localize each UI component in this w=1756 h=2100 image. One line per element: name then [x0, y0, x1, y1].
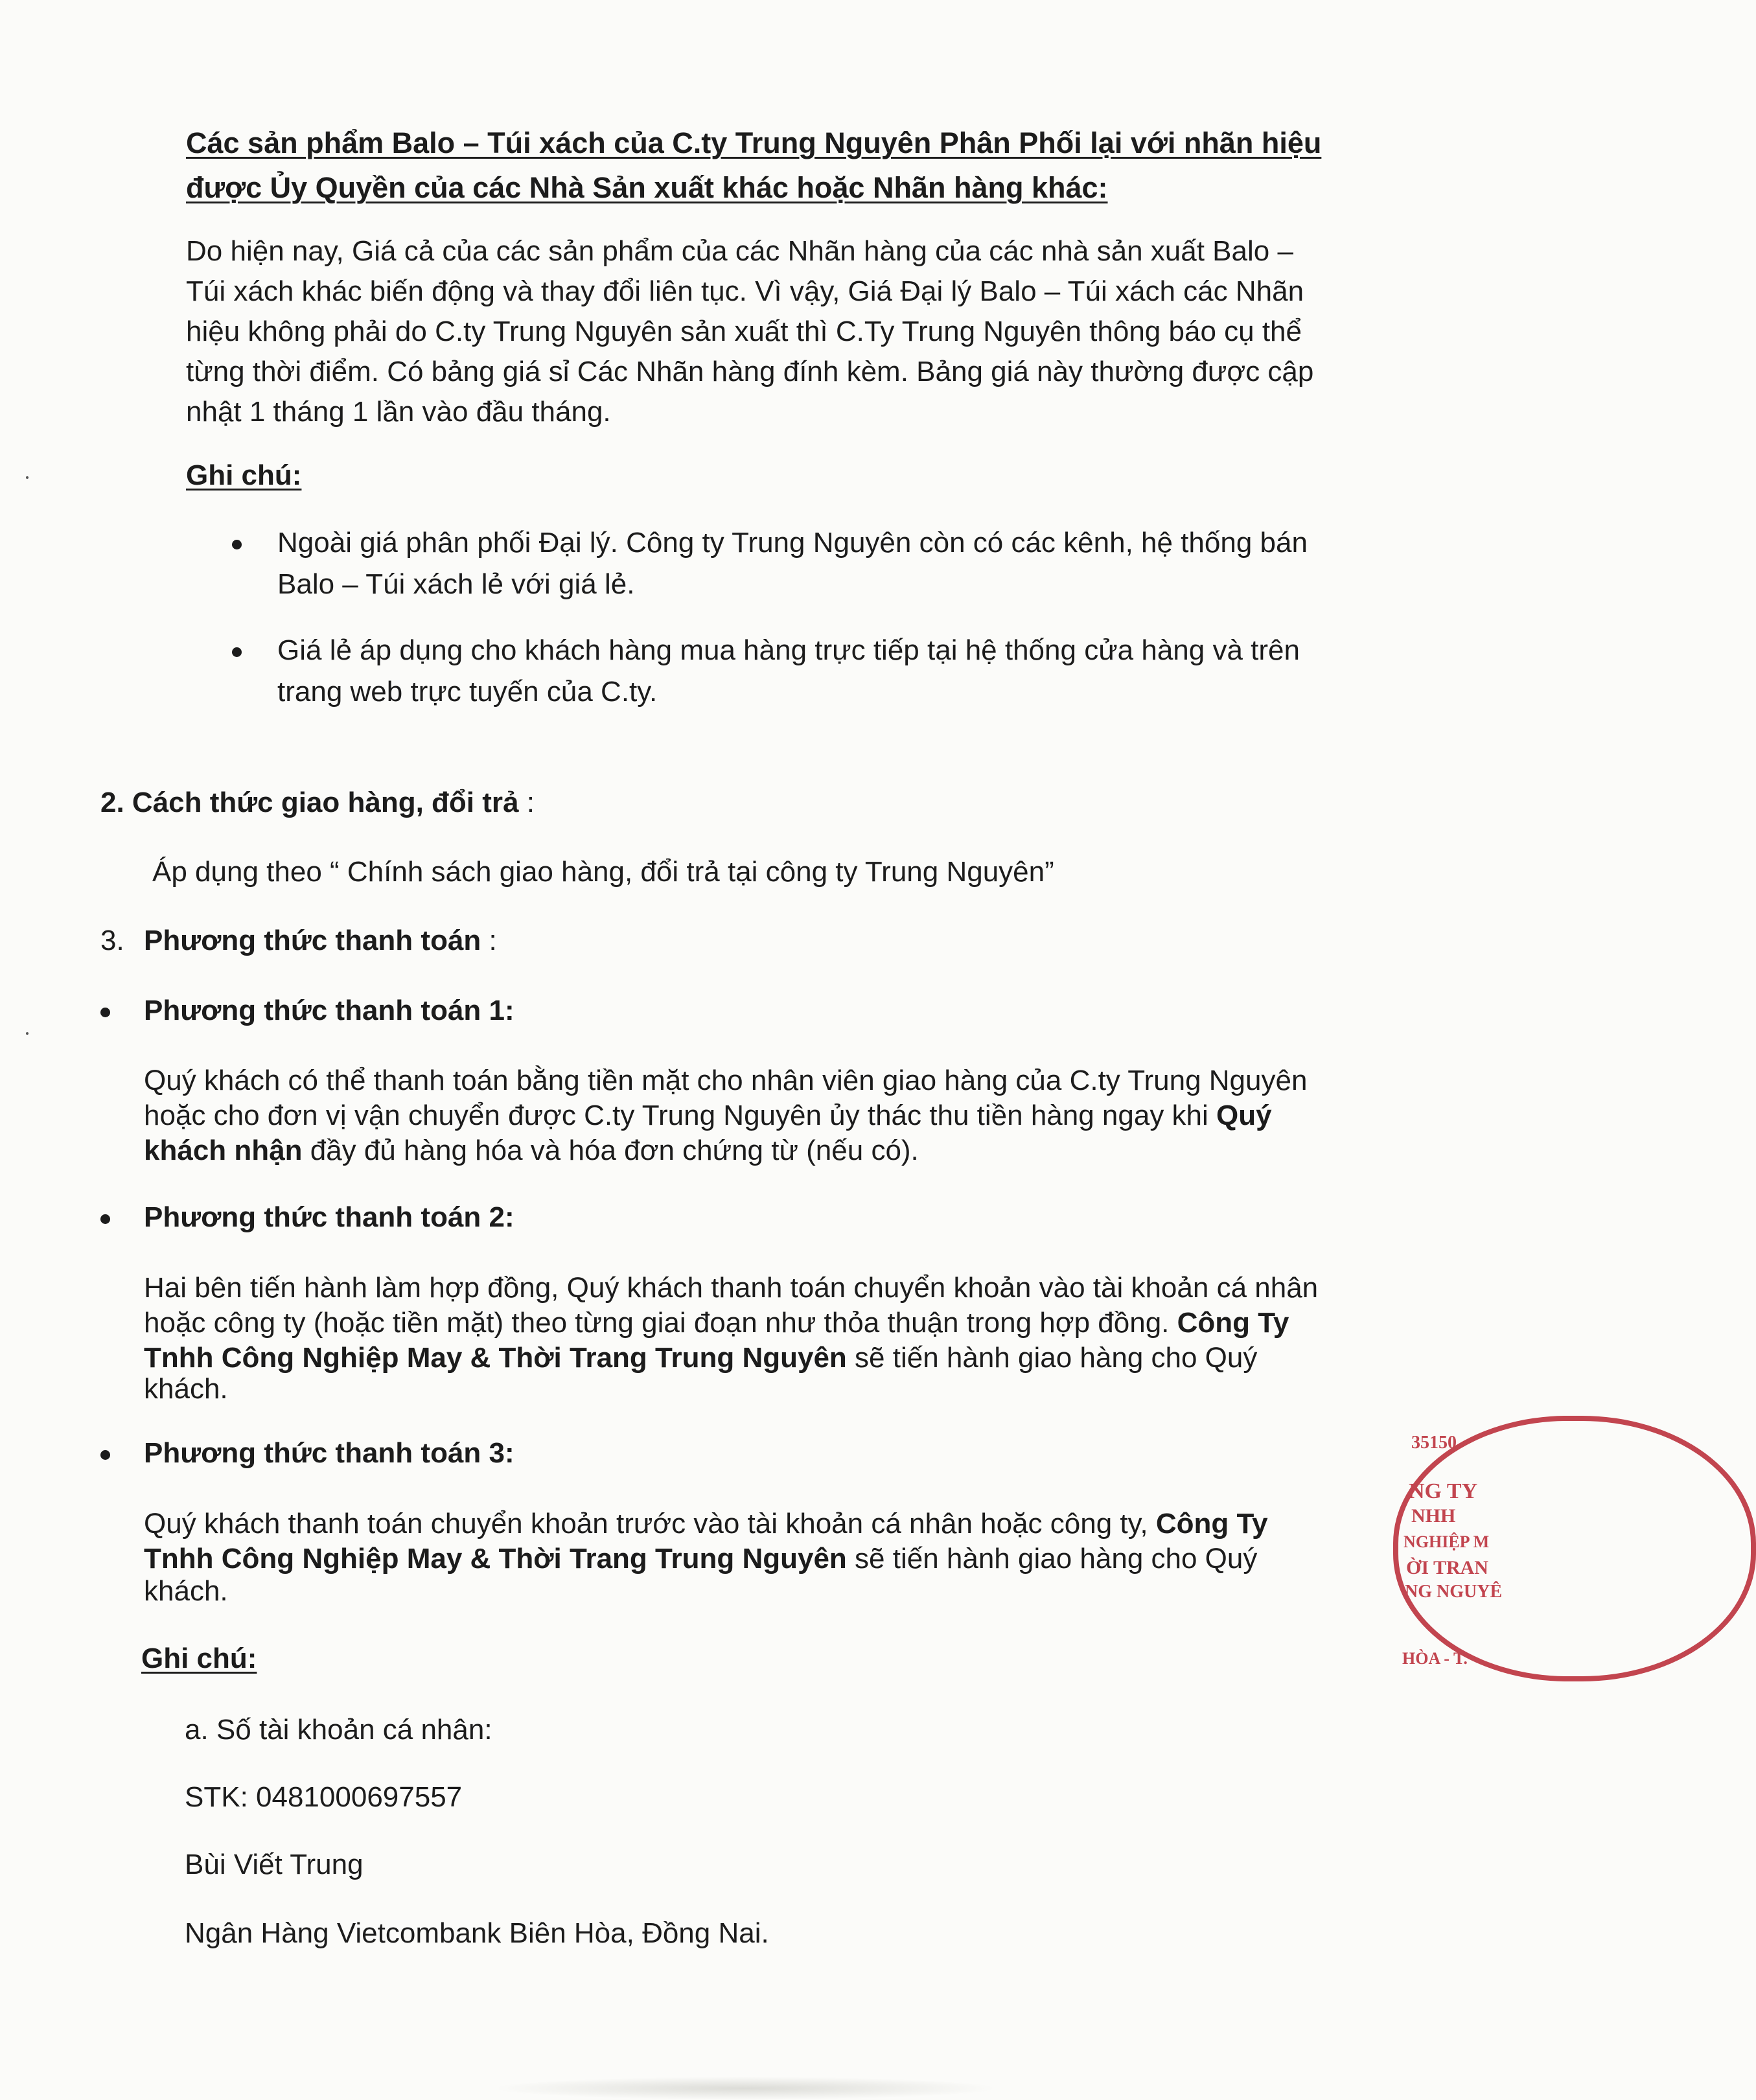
method-2-line: [144, 1344, 1257, 1372]
method-3-title: Phương thức thanh toán 3:: [144, 1437, 514, 1469]
method-2-line: khách.: [144, 1373, 228, 1405]
section-3-title: Phương thức thanh toán: [144, 925, 481, 956]
intro-line: Do hiện nay, Giá cả của các sản phẩm của các Nhãn hàng của các nhà sản xuất Balo –: [186, 235, 1293, 267]
method-1-text: hoặc cho đơn vị vận chuyển được C.ty Trung Nguyên ủy thác thu tiền hàng ngay khi: [144, 1100, 1217, 1131]
account-number: STK: 0481000697557: [185, 1781, 463, 1813]
stamp-text: NG NGUYÊ: [1405, 1582, 1503, 1602]
bullet-icon: [232, 540, 242, 549]
note-title: Ghi chú:: [141, 1643, 257, 1674]
bullet-icon: [100, 1450, 110, 1460]
method-3-line: khách.: [144, 1575, 228, 1607]
method-2-bold: Công Ty: [1177, 1307, 1289, 1339]
heading-line-2: được Ủy Quyền của các Nhà Sản xuất khác hoặc Nhãn hàng khác:: [186, 171, 1108, 204]
scan-speck: [26, 1032, 29, 1035]
company-stamp: [1393, 1416, 1503, 1681]
note-bullet-line: Balo – Túi xách lẻ với giá lẻ.: [277, 568, 635, 600]
method-1-line: [144, 1102, 1272, 1130]
note-title: Ghi chú:: [186, 459, 302, 491]
section-2-colon: :: [518, 787, 535, 818]
stamp-text: ỜI TRAN: [1406, 1557, 1488, 1578]
section-3-heading: [144, 927, 497, 955]
method-2-text: hoặc công ty (hoặc tiền mặt) theo từng giai đoạn như thỏa thuận trong hợp đồng.: [144, 1307, 1177, 1339]
method-2-title: Phương thức thanh toán 2:: [144, 1201, 514, 1233]
method-1-bold: Quý: [1216, 1100, 1272, 1131]
method-1-title: Phương thức thanh toán 1:: [144, 995, 514, 1026]
stamp-text: NGHIỆP M: [1404, 1532, 1490, 1551]
scan-shadow: [492, 2077, 998, 2100]
stamp-text: NHH: [1411, 1505, 1456, 1527]
section-2-body: Áp dụng theo “ Chính sách giao hàng, đổi trả tại công ty Trung Nguyên”: [152, 856, 1054, 888]
intro-line: nhật 1 tháng 1 lần vào đầu tháng.: [186, 396, 611, 428]
note-bullet-line: Ngoài giá phân phối Đại lý. Công ty Trung Nguyên còn có các kênh, hệ thống bán: [277, 527, 1308, 559]
bullet-icon: [100, 1008, 110, 1017]
method-3-text: sẽ tiến hành giao hàng cho Quý: [846, 1543, 1258, 1575]
method-2-text: sẽ tiến hành giao hàng cho Quý: [846, 1342, 1258, 1374]
method-2-line: Hai bên tiến hành làm hợp đồng, Quý khách thanh toán chuyển khoản vào tài khoản cá nhân: [144, 1272, 1319, 1304]
method-3-line: [144, 1510, 1268, 1538]
method-1-line: Quý khách có thể thanh toán bằng tiền mặt cho nhân viên giao hàng của C.ty Trung Nguyên: [144, 1065, 1308, 1096]
bullet-icon: [100, 1214, 110, 1224]
bullet-icon: [232, 647, 242, 657]
intro-line: từng thời điểm. Có bảng giá sỉ Các Nhãn hàng đính kèm. Bảng giá này thường được cập: [186, 356, 1314, 387]
method-1-line: [144, 1137, 919, 1165]
account-label: a. Số tài khoản cá nhân:: [185, 1714, 492, 1746]
section-3-number: 3.: [100, 925, 124, 956]
stamp-text: 35150: [1411, 1433, 1457, 1453]
section-2-heading: [100, 789, 535, 817]
method-3-line: [144, 1545, 1257, 1573]
scan-speck: [26, 476, 29, 479]
heading-line-1: Các sản phẩm Balo – Túi xách của C.ty Trung Nguyên Phân Phối lại với nhãn hiệu: [186, 126, 1322, 159]
account-holder: Bùi Viết Trung: [185, 1849, 364, 1880]
stamp-text: NG TY: [1409, 1479, 1478, 1503]
intro-line: hiệu không phải do C.ty Trung Nguyên sản xuất thì C.Ty Trung Nguyên thông báo cụ thể: [186, 316, 1302, 347]
stamp-text: HÒA - T.: [1402, 1649, 1468, 1668]
section-3-colon: :: [481, 925, 497, 956]
method-1-bold: khách nhận: [144, 1135, 303, 1166]
method-1-text: đầy đủ hàng hóa và hóa đơn chứng từ (nếu có).: [302, 1135, 919, 1166]
note-bullet-line: trang web trực tuyến của C.ty.: [277, 676, 658, 708]
account-bank: Ngân Hàng Vietcombank Biên Hòa, Đồng Nai.: [185, 1917, 769, 1949]
method-3-bold: Tnhh Công Nghiệp May & Thời Trang Trung Nguyên: [144, 1543, 847, 1575]
method-2-bold: Tnhh Công Nghiệp May & Thời Trang Trung Nguyên: [144, 1342, 847, 1374]
intro-line: Túi xách khác biến động và thay đổi liên tục. Vì vậy, Giá Đại lý Balo – Túi xách các Nhãn: [186, 275, 1304, 307]
method-3-bold: Công Ty: [1155, 1508, 1268, 1540]
note-bullet-line: Giá lẻ áp dụng cho khách hàng mua hàng trực tiếp tại hệ thống cửa hàng và trên: [277, 634, 1300, 666]
section-2-title: 2. Cách thức giao hàng, đổi trả: [100, 787, 519, 818]
method-2-line: [144, 1309, 1289, 1337]
method-3-text: Quý khách thanh toán chuyển khoản trước vào tài khoản cá nhân hoặc công ty,: [144, 1508, 1156, 1540]
